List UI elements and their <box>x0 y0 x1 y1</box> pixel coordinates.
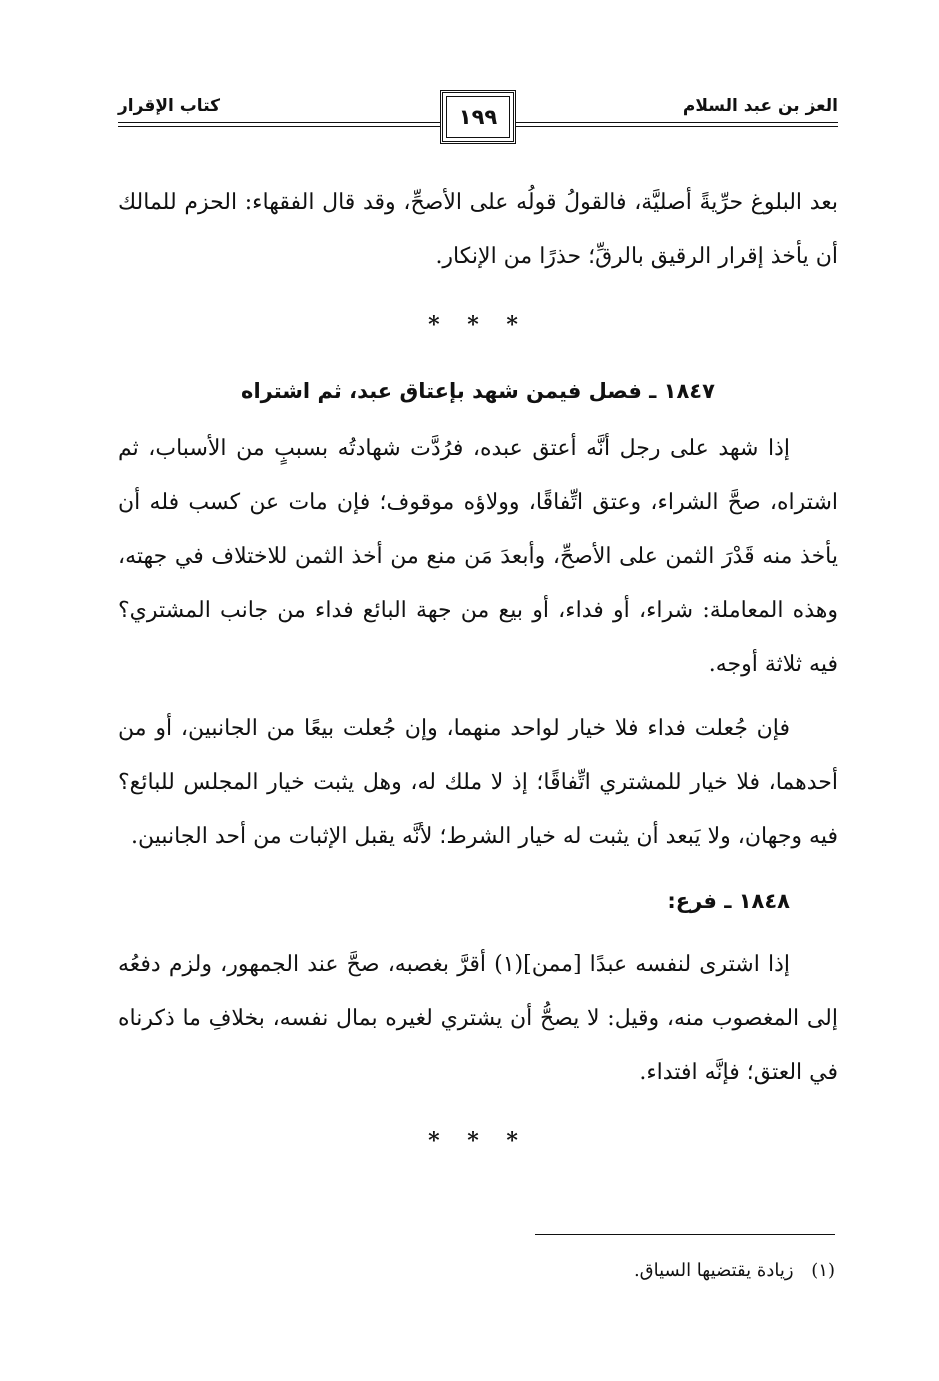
footnote-text: زيادة يقتضيها السياق. <box>633 1260 794 1281</box>
paragraph-testimony: إذا شهد على رجل أنَّه أعتق عبده، فرُدَّت شهادتُه بسببٍ من الأسباب، ثم اشتراه، صحَّ الشراء، وعتق اتِّفاقًا، وولاؤه موقوف؛ فإن مات عن كسب فله أن يأخذ منه قَدْرَ الثمن على الأصحِّ، وأبعدَ مَن منع من أخذ الثمن للاختلاف في جهته، وهذه المعاملة: شراء، أو فداء، أو بيع من جهة البائع فداء من جانب المشتري؟ فيه ثلاثة أوجه. <box>118 436 838 677</box>
header-rule-left <box>118 122 440 123</box>
page-number: ١٩٩ <box>458 105 498 129</box>
paragraph-continuation: بعد البلوغ حرِّيةً أصليَّة، فالقولُ قولُه على الأصحِّ، وقد قال الفقهاء: الحزم للمالك أن يأخذ إقرار الرقيق بالرقِّ؛ حذرًا من الإنكار. <box>118 190 838 269</box>
footnote-mark: (١) <box>811 1260 835 1281</box>
header-book-section: كتاب الإقرار <box>118 96 221 116</box>
page-body <box>118 176 838 1180</box>
header-rule-right-thin <box>516 126 838 127</box>
section-separator-end: * * * <box>428 1128 528 1154</box>
section-separator: * * * <box>428 312 528 338</box>
header-rule-right <box>516 122 838 123</box>
paragraph-purchase: إذا اشترى لنفسه عبدًا [ممن](١) أقرَّ بغصبه، صحَّ عند الجمهور، ولزم دفعُه إلى المغصوب منه، وقيل: لا يصحُّ أن يشتري لغيره بمال نفسه، بخلافِ ما ذكرناه في العتق؛ فإنَّه افتداء. <box>118 952 838 1085</box>
running-header <box>118 88 838 160</box>
footnote-rule <box>535 1234 835 1235</box>
section-heading-1847: ١٨٤٧ ـ فصل فيمن شهد بإعتاق عبد، ثم اشتراه <box>241 379 715 403</box>
page-number-frame <box>440 90 516 144</box>
footnote-1 <box>115 1256 835 1286</box>
subsection-heading-1848: ١٨٤٨ ـ فرع: <box>667 889 790 913</box>
header-rule-left-thin <box>118 126 440 127</box>
header-author: العز بن عبد السلام <box>682 96 838 116</box>
paragraph-option: فإن جُعلت فداء فلا خيار لواحد منهما، وإن جُعلت بيعًا من الجانبين، أو من أحدهما، فلا خيار للمشتري اتِّفاقًا؛ إذ لا ملك له، وهل يثبت خيار المجلس للبائع؟ فيه وجهان، ولا يَبعد أن يثبت له خيار الشرط؛ لأنَّه يقبل الإثبات من أحد الجانبين. <box>118 716 838 849</box>
